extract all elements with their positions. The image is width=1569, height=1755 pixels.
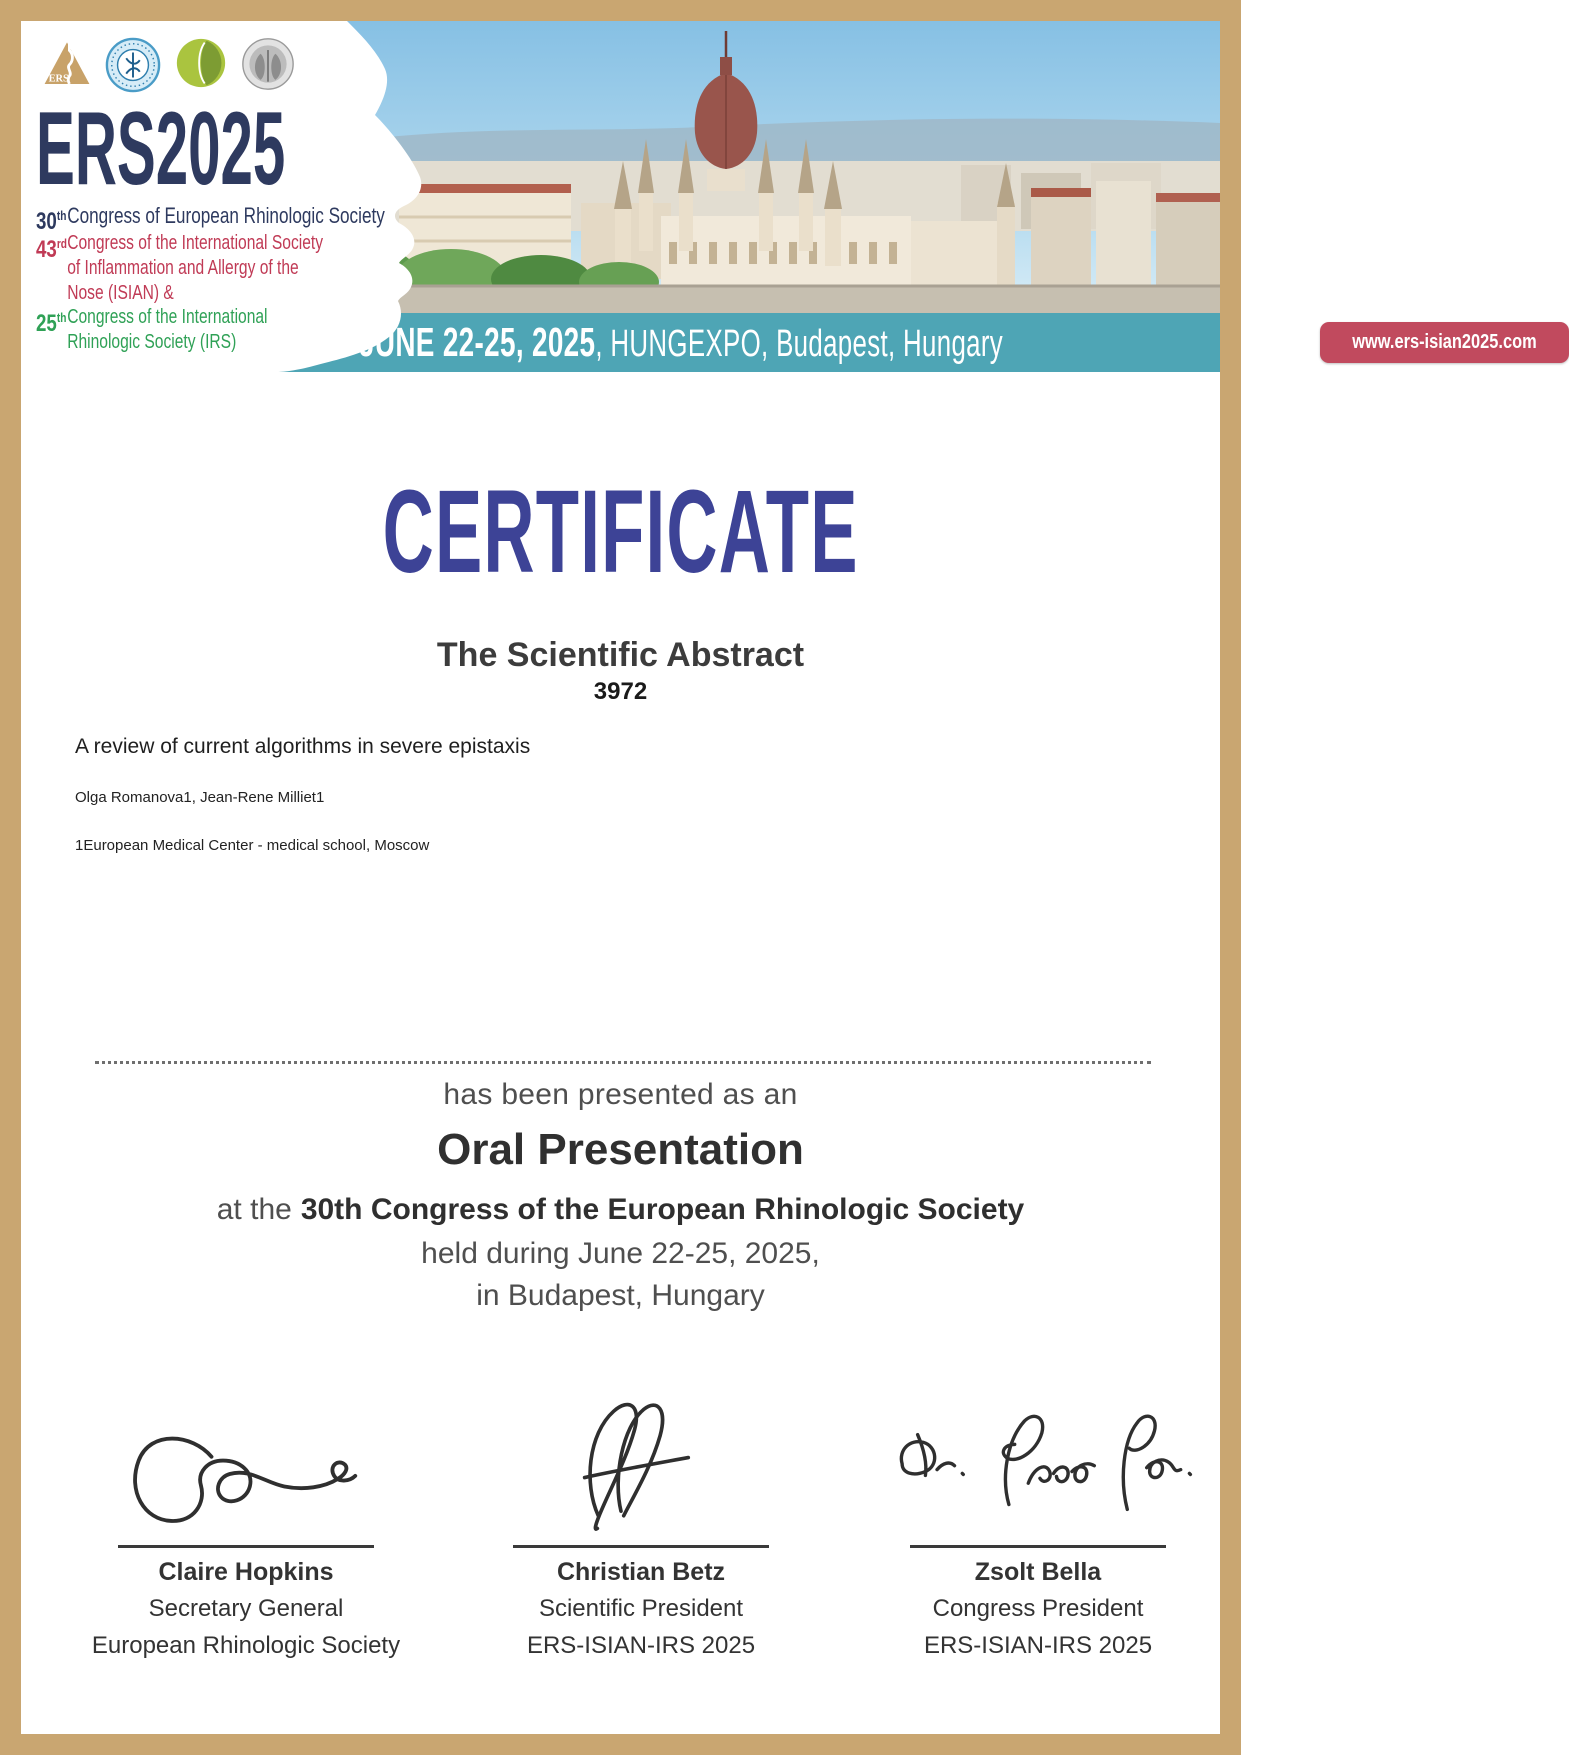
- congress-ordinal: 30th: [36, 208, 67, 235]
- signature-christian-betz: [446, 1387, 836, 1543]
- signature-line: [118, 1545, 374, 1548]
- isian-round-emblem-logo-icon: [105, 37, 161, 93]
- signatory-role: Secretary General: [148, 1595, 344, 1622]
- abstract-title: A review of current algorithms in severe epistaxis: [75, 735, 531, 758]
- signatory-name: Christian Betz: [556, 1558, 726, 1586]
- banner-date-bold: JUNE 22-25, 2025: [359, 319, 596, 365]
- green-leaf-round-logo-icon: [175, 37, 227, 89]
- certificate-page: [21, 21, 1537, 1734]
- location-line: in Budapest, Hungary: [476, 1279, 765, 1312]
- signatory-org: ERS-ISIAN-IRS 2025: [526, 1632, 756, 1659]
- banner-date-rest: , HUNGEXPO, Budapest, Hungary: [595, 323, 1004, 365]
- signatory-zsolt-bella: [856, 1387, 1220, 1664]
- congress-name-bold: 30th Congress of the European Rhinologic Society: [300, 1193, 1025, 1226]
- certificate-heading-wrap: [21, 466, 1220, 598]
- signatory-role: Congress President: [932, 1595, 1144, 1622]
- signatory-claire-hopkins: [61, 1387, 431, 1664]
- congress-line-text: Congress of European Rhinologic Society: [67, 203, 385, 228]
- signature-claire-hopkins: [61, 1387, 431, 1543]
- sinus-scan-round-logo-icon: [241, 37, 295, 91]
- congress-row: [21, 1193, 1220, 1227]
- signatory-role: Scientific President: [538, 1595, 744, 1622]
- website-url: www.ers-isian2025.com: [1352, 331, 1537, 353]
- dotted-separator: [95, 1061, 1151, 1064]
- svg-text:ERS: ERS: [48, 73, 69, 85]
- presented-intro: has been presented as an: [443, 1078, 798, 1111]
- congress-title: ERS2025: [36, 91, 286, 207]
- congress-line-text: Congress of the International Rhinologic Society (IRS): [67, 306, 268, 353]
- signature-scribble-icon: [541, 1393, 741, 1543]
- signature-scribble-icon: [873, 1403, 1203, 1543]
- signatory-name: Claire Hopkins: [158, 1558, 334, 1586]
- held-during-line: held during June 22-25, 2025,: [421, 1237, 820, 1270]
- signature-scribble-icon: [111, 1428, 381, 1543]
- signature-line: [513, 1545, 769, 1548]
- abstract-number: 3972: [593, 678, 648, 705]
- congress-line-25th: [36, 305, 301, 355]
- signatory-christian-betz: [446, 1387, 836, 1664]
- signature-line: [910, 1545, 1166, 1548]
- abstract-authors: Olga Romanova1, Jean-Rene Milliet1: [75, 789, 325, 806]
- congress-line-43rd: [36, 231, 336, 306]
- banner-date-text: [359, 319, 1003, 366]
- presentation-type: Oral Presentation: [437, 1125, 804, 1174]
- signature-zsolt-bella: [856, 1387, 1220, 1543]
- congress-ordinal: 43rd: [36, 236, 67, 263]
- logo-row: [43, 37, 295, 93]
- website-button[interactable]: [1320, 322, 1569, 363]
- abstract-affiliation: 1European Medical Center - medical school, Moscow: [75, 837, 430, 854]
- signatory-org: ERS-ISIAN-IRS 2025: [923, 1632, 1153, 1659]
- signatory-name: Zsolt Bella: [974, 1558, 1102, 1586]
- congress-line-30th: [36, 203, 395, 234]
- congress-line-text: Congress of the International Society of Inflammation and Allergy of the Nose (ISIAN) &: [67, 232, 324, 304]
- ers-triangle-logo-icon: [43, 37, 91, 91]
- signatory-org: European Rhinologic Society: [91, 1632, 401, 1659]
- congress-ordinal: 25th: [36, 310, 67, 337]
- certificate-heading: CERTIFICATE: [382, 466, 859, 598]
- at-prefix: at the: [216, 1193, 292, 1226]
- abstract-subheading: The Scientific Abstract: [436, 636, 805, 674]
